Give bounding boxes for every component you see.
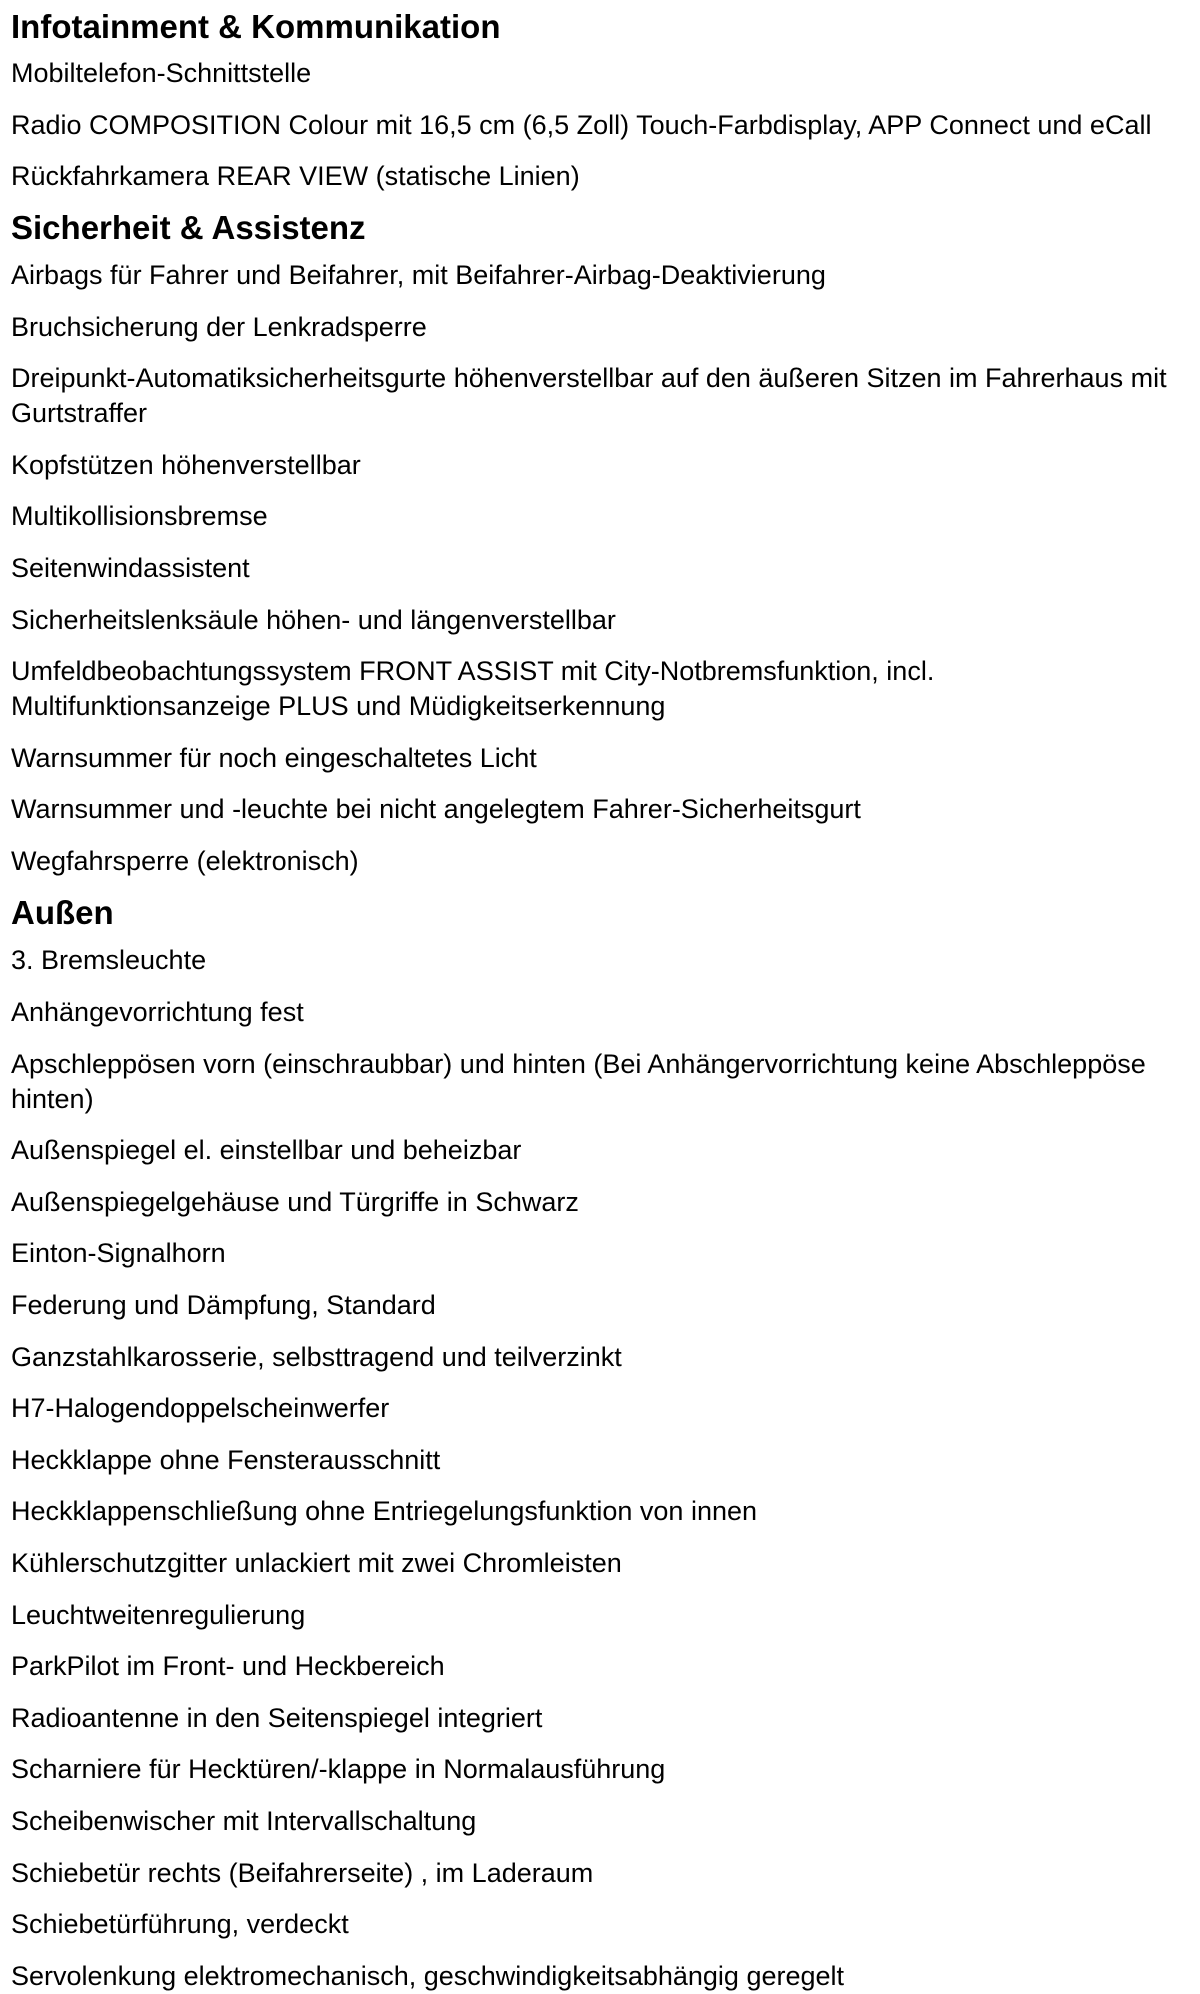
list-item: Mobiltelefon-Schnittstelle bbox=[11, 58, 312, 88]
list-item: H7-Halogendoppelscheinwerfer bbox=[11, 1393, 390, 1423]
list-item: Sicherheitslenksäule höhen- und längenverstellbar bbox=[11, 605, 616, 635]
list-item: 3. Bremsleuchte bbox=[11, 945, 207, 975]
list-item: Seitenwindassistent bbox=[11, 553, 250, 583]
list-item: Heckklappenschließung ohne Entriegelungsfunktion von innen bbox=[11, 1496, 758, 1526]
list-item: Außenspiegelgehäuse und Türgriffe in Schwarz bbox=[11, 1187, 579, 1217]
list-item: Scheibenwischer mit Intervallschaltung bbox=[11, 1806, 477, 1836]
list-item: Federung und Dämpfung, Standard bbox=[11, 1290, 436, 1320]
list-item: Ganzstahlkarosserie, selbsttragend und teilverzinkt bbox=[11, 1342, 622, 1372]
list-item: Multikollisionsbremse bbox=[11, 501, 268, 531]
list-item: Rückfahrkamera REAR VIEW (statische Linien) bbox=[11, 161, 580, 191]
section-title-sicherheit: Sicherheit & Assistenz bbox=[11, 209, 366, 246]
list-item: Apschleppösen vorn (einschraubbar) und hinten (Bei Anhängervorrichtung keine Abschleppöse hinten) bbox=[11, 1049, 1146, 1114]
list-item: Bruchsicherung der Lenkradsperre bbox=[11, 312, 427, 342]
list-item: Scharniere für Hecktüren/-klappe in Normalausführung bbox=[11, 1754, 666, 1784]
list-item: Heckklappe ohne Fensterausschnitt bbox=[11, 1445, 441, 1475]
list-item: Warnsummer für noch eingeschaltetes Licht bbox=[11, 743, 537, 773]
list-item: ParkPilot im Front- und Heckbereich bbox=[11, 1651, 445, 1681]
list-item: Außenspiegel el. einstellbar und beheizbar bbox=[11, 1135, 522, 1165]
list-item: Kopfstützen höhenverstellbar bbox=[11, 450, 361, 480]
list-item: Schiebetürführung, verdeckt bbox=[11, 1909, 349, 1939]
list-item: Anhängevorrichtung fest bbox=[11, 997, 304, 1027]
list-item: Wegfahrsperre (elektronisch) bbox=[11, 846, 359, 876]
list-item: Radio COMPOSITION Colour mit 16,5 cm (6,5 Zoll) Touch-Farbdisplay, APP Connect und eCall bbox=[11, 110, 1152, 140]
list-item: Leuchtweitenregulierung bbox=[11, 1600, 306, 1630]
list-item: Schiebetür rechts (Beifahrerseite) , im Laderaum bbox=[11, 1858, 594, 1888]
list-item: Einton-Signalhorn bbox=[11, 1238, 226, 1268]
list-item: Dreipunkt-Automatiksicherheitsgurte höhenverstellbar auf den äußeren Sitzen im Fahrerhaus mit Gurtstraffer bbox=[11, 363, 1167, 428]
list-item: Umfeldbeobachtungssystem FRONT ASSIST mit City-Notbremsfunktion, incl. Multifunktionsanzeige PLUS und Müdigkeitserkennung bbox=[11, 656, 935, 721]
section-title-aussen: Außen bbox=[11, 894, 114, 931]
list-item: Servolenkung elektromechanisch, geschwindigkeitsabhängig geregelt bbox=[11, 1961, 845, 1991]
list-item: Radioantenne in den Seitenspiegel integriert bbox=[11, 1703, 543, 1733]
section-title-infotainment: Infotainment & Kommunikation bbox=[11, 8, 501, 45]
list-item: Airbags für Fahrer und Beifahrer, mit Beifahrer-Airbag-Deaktivierung bbox=[11, 260, 826, 290]
list-item: Kühlerschutzgitter unlackiert mit zwei Chromleisten bbox=[11, 1548, 622, 1578]
list-item: Warnsummer und -leuchte bei nicht angelegtem Fahrer-Sicherheitsgurt bbox=[11, 794, 861, 824]
